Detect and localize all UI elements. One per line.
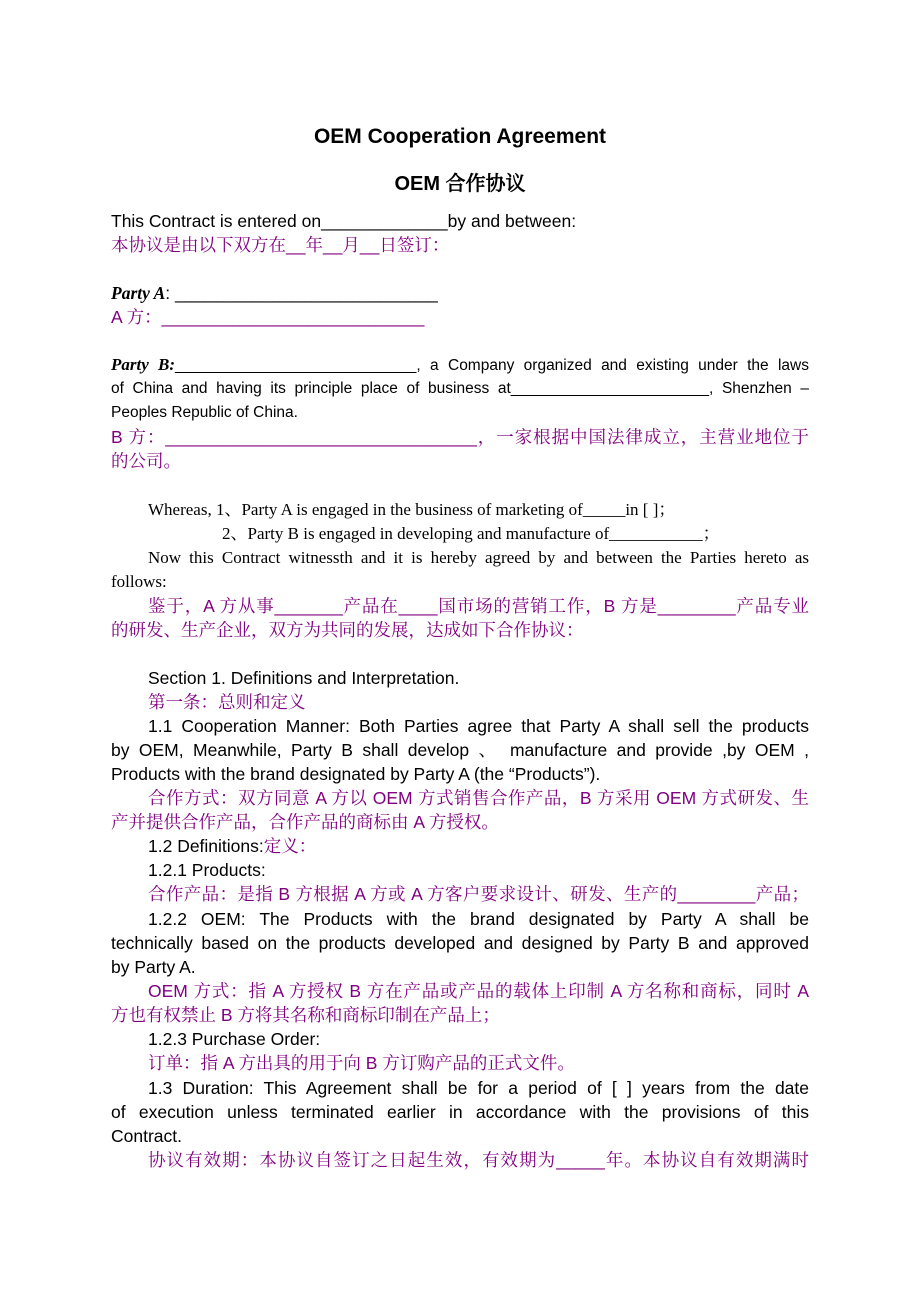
- party-a-line: [111, 281, 438, 305]
- s121-cn: 合作产品：是指 B 方根据 A 方或 A 方客户要求设计、研发、生产的________产品；: [148, 884, 809, 904]
- intro-cn: 本协议是由以下双方在__年__月__日签订：: [111, 235, 450, 255]
- s12-cn: 定义：: [263, 836, 317, 856]
- party-b-cn2: 的公司。: [111, 451, 181, 471]
- s121-en: 1.2.1 Products:: [148, 860, 266, 880]
- s122-cn1: OEM 方式：指 A 方授权 B 方在产品或产品的载体上印制 A 方名称和商标，同时 A: [148, 981, 809, 1001]
- s123-en: 1.2.3 Purchase Order:: [148, 1029, 321, 1049]
- whereas-l1: Whereas, 1、Party A is engaged in the business of marketing of_____in [ ]；: [148, 500, 676, 519]
- s11-line2: by OEM, Meanwhile, Party B shall develop 、 manufacture and provide ,by OEM ,: [111, 740, 809, 760]
- whereas-l2: 2、Party B is engaged in developing and manufacture of___________；: [222, 524, 720, 543]
- party-b-line1: [111, 353, 809, 378]
- s13-line2: of execution unless terminated earlier in accordance with the provisions of this: [111, 1102, 809, 1122]
- party-b-line3: Peoples Republic of China.: [111, 404, 298, 421]
- s122-line1: 1.2.2 OEM: The Products with the brand designated by Party A shall be: [148, 909, 809, 929]
- s123-cn: 订单：指 A 方出具的用于向 B 方订购产品的正式文件。: [148, 1053, 575, 1073]
- whereas-cn1: 鉴于，A 方从事_______产品在____国市场的营销工作，B 方是________产品专业: [148, 596, 809, 616]
- intro-en: This Contract is entered on_____________by and between:: [111, 211, 577, 231]
- section1-heading: Section 1. Definitions and Interpretation.: [148, 668, 460, 688]
- s122-line2: technically based on the products developed and designed by Party B and approved: [111, 933, 809, 953]
- section1-heading-cn: 第一条：总则和定义: [148, 692, 306, 712]
- s12-en: 1.2 Definitions:: [148, 836, 264, 856]
- s12-line: [148, 834, 316, 858]
- party-a-cn: A 方：___________________________: [111, 307, 425, 327]
- party-a-label: Party A: [111, 283, 166, 303]
- party-b-cn1: B 方：________________________________，一家根据中国法律成立，主营业地位于: [111, 427, 809, 447]
- party-b-label: Party B:: [111, 355, 176, 374]
- s13-cn1: 协议有效期：本协议自签订之日起生效，有效期为_____年。本协议自有效期满时: [148, 1150, 809, 1170]
- party-b-line2: of China and having its principle place of business at_______________________, Shenzhen –: [111, 380, 809, 397]
- whereas-l3: Now this Contract witnessth and it is hereby agreed by and between the Parties hereto as: [148, 548, 809, 567]
- party-b-line1-text: ____________________________, a Company organized and existing under the laws: [175, 357, 809, 374]
- s13-line3: Contract.: [111, 1126, 182, 1146]
- whereas-l4: follows:: [111, 572, 167, 591]
- s11-line3: Products with the brand designated by Party A (the “Products”).: [111, 764, 601, 784]
- title-cn: OEM 合作协议: [394, 173, 526, 195]
- s11-line1: 1.1 Cooperation Manner: Both Parties agree that Party A shall sell the products: [148, 716, 809, 736]
- whereas-cn2: 的研发、生产企业，双方为共同的发展，达成如下合作协议：: [111, 620, 584, 640]
- s11-cn2: 产并提供合作产品，合作产品的商标由 A 方授权。: [111, 812, 499, 832]
- s122-line3: by Party A.: [111, 957, 196, 977]
- s122-cn2: 方也有权禁止 B 方将其名称和商标印制在产品上；: [111, 1005, 500, 1025]
- s13-line1: 1.3 Duration: This Agreement shall be for a period of [ ] years from the date: [148, 1078, 809, 1098]
- title-en: OEM Cooperation Agreement: [313, 125, 607, 148]
- party-a-blank: : ___________________________: [165, 283, 438, 303]
- s11-cn1: 合作方式：双方同意 A 方以 OEM 方式销售合作产品，B 方采用 OEM 方式研发、生: [148, 788, 809, 808]
